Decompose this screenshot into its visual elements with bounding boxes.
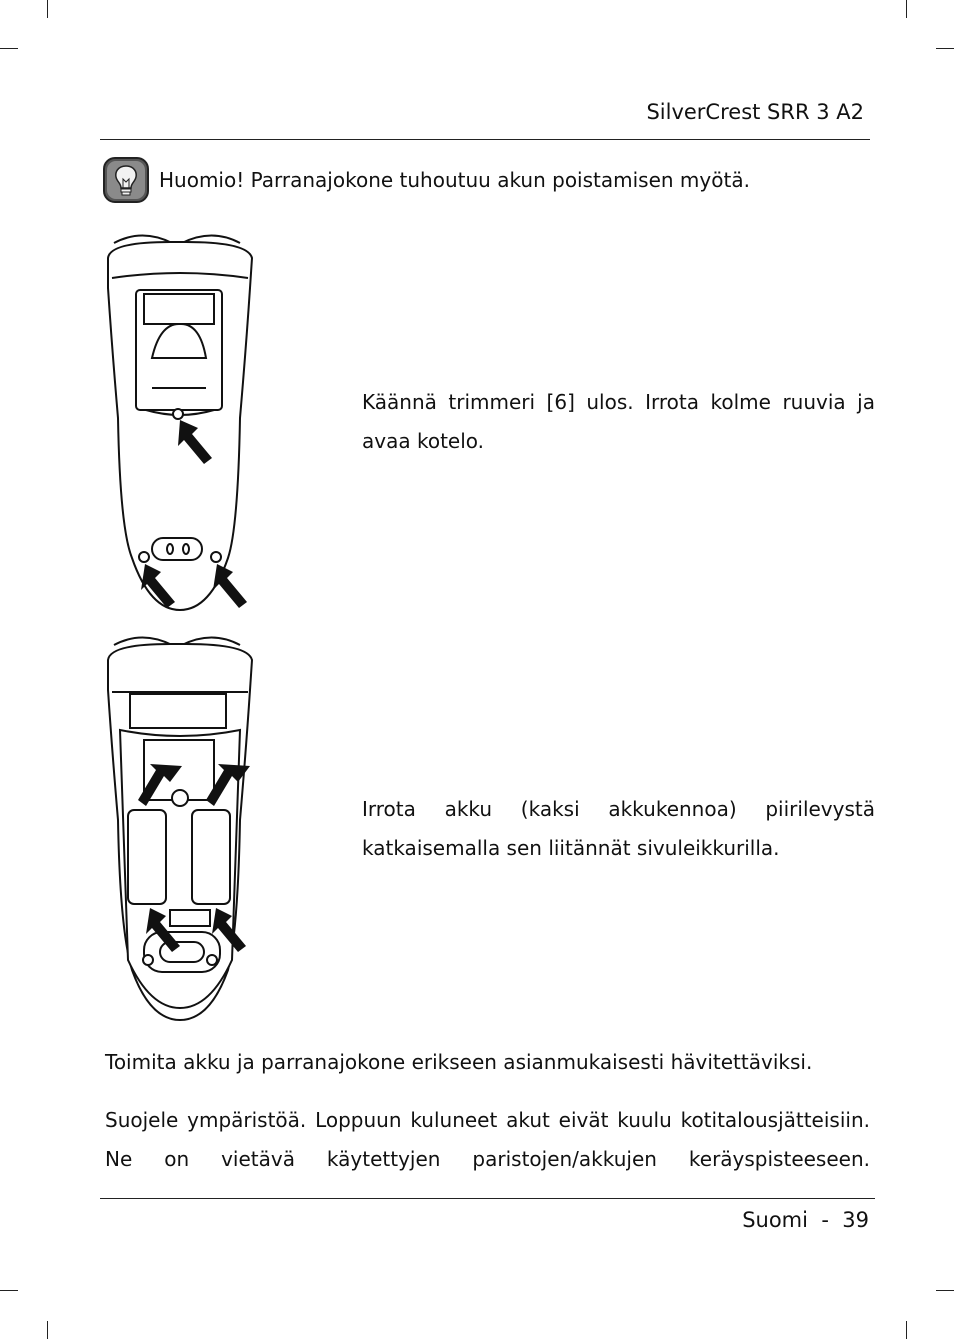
step-1-text: Käännä trimmeri [6] ulos. Irrota kolme ruuvia ja avaa kotelo. [362, 390, 875, 453]
note [103, 157, 750, 203]
page-number: 39 [842, 1208, 869, 1232]
shaver-back-screws-illustration [100, 228, 260, 612]
page-footer [742, 1208, 869, 1232]
crop-mark [906, 1321, 907, 1339]
crop-mark [0, 1290, 18, 1291]
environment-paragraph: Suojele ympäristöä. Loppuun kuluneet akut eivät kuulu kotitalousjätteisiin. Ne on vietävä käytettyjen paristojen/akkujen keräyspisteeseen. [105, 1108, 870, 1171]
shaver-open-battery-illustration [100, 630, 260, 1022]
step-2-text: Irrota akku (kaksi akkukennoa) piirilevystä katkaisemalla sen liitännät sivuleikkurilla. [362, 797, 875, 860]
crop-mark [936, 48, 954, 49]
page-header-title: SilverCrest SRR 3 A2 [646, 100, 864, 124]
crop-mark [47, 1321, 48, 1339]
footer-language: Suomi [742, 1208, 808, 1232]
footer-separator: - [821, 1208, 829, 1232]
footer-rule [100, 1198, 875, 1199]
note-text: Huomio! Parranajokone tuhoutuu akun poistamisen myötä. [159, 168, 750, 192]
crop-mark [936, 1290, 954, 1291]
header-rule [100, 139, 870, 140]
lightbulb-icon [103, 157, 149, 203]
disposal-paragraph: Toimita akku ja parranajokone erikseen asianmukaisesti hävitettäviksi. [105, 1050, 813, 1074]
crop-mark [906, 0, 907, 18]
crop-mark [47, 0, 48, 18]
crop-mark [0, 48, 18, 49]
